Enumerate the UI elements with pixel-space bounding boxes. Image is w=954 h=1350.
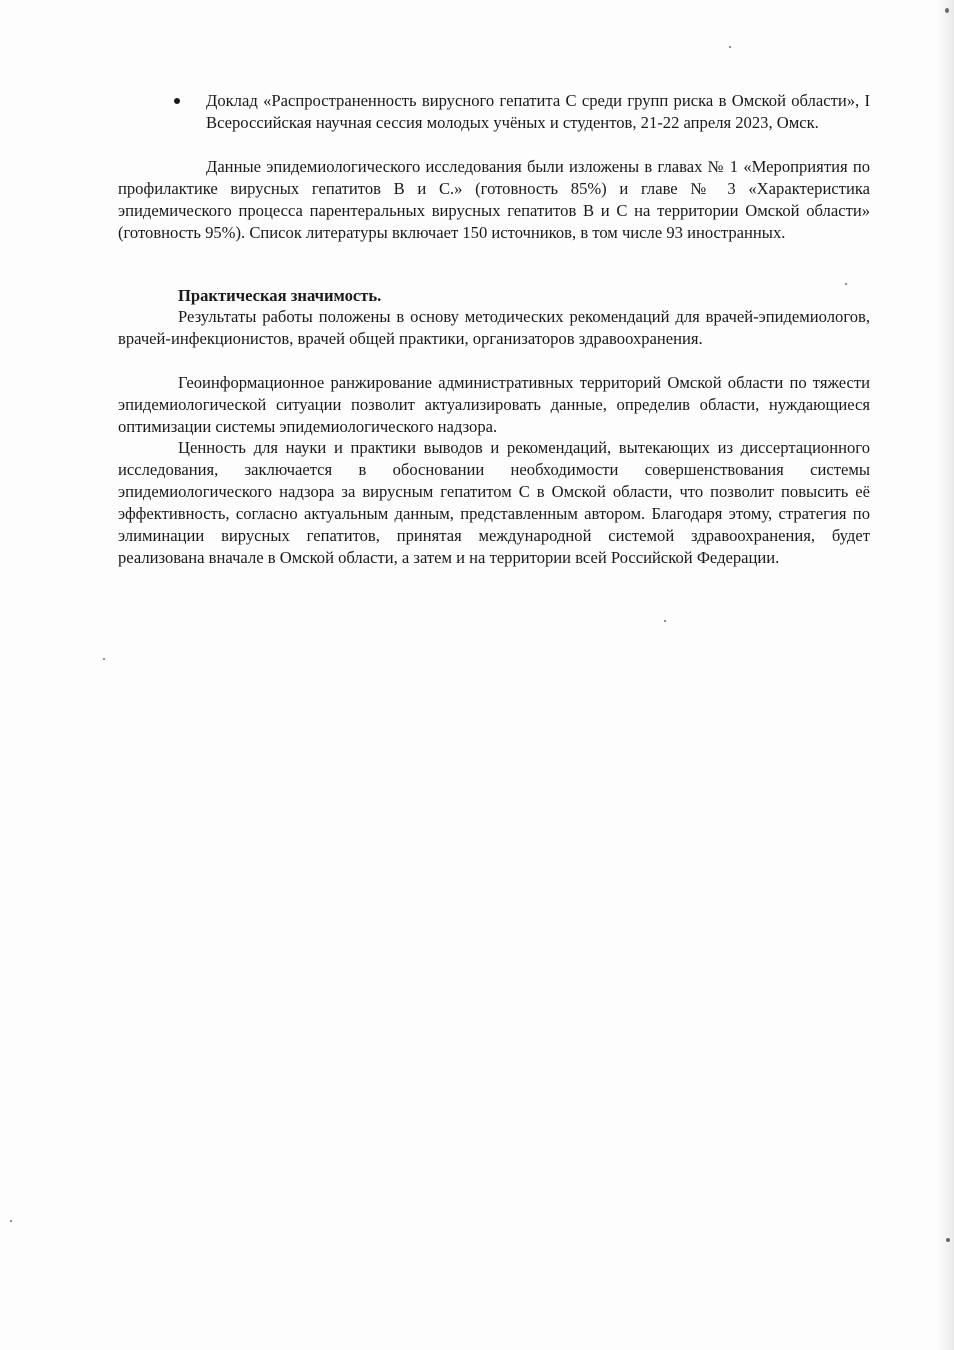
scan-speck [10,1220,12,1222]
paragraph-geoinformation: Геоинформационное ранжирование административных территорий Омской области по тяжести эпидемиологической ситуации позволит актуализировать данные, определив области, нуждающиеся оптимизации системы эпидемиологического надзора. [118,373,870,436]
paragraph-scientific-value: Ценность для науки и практики выводов и рекомендаций, вытекающих из диссертационного исследования, заключается в обосновании необходимости совершенствования системы эпидемиологического надзора за вирусным гепатитом С в Омской области, что позволит повысить её эффективность, согласно актуальным данным, представленным автором. Благодаря этому, стратегия по элиминации вирусных гепатитов, принятая международной системой здравоохранения, будет реализована вначале в Омской области, а затем и на территории всей Российской Федерации. [118,438,870,567]
scan-speck [664,620,666,622]
page-edge-shadow [934,0,954,1350]
scan-speck [103,658,105,660]
section-heading: Практическая значимость. [178,286,382,305]
bullet-list-item [180,90,870,134]
bullet-report-text: Доклад «Распространенность вирусного гепатита С среди групп риска в Омской области», I Всероссийская научная сессия молодых учёных и студентов, 21-22 апреля 2023, Омск. [206,91,870,132]
scan-speck [845,283,847,285]
scan-speck [946,1238,950,1242]
paragraph-results: Результаты работы положены в основу методических рекомендаций для врачей-эпидемиологов, врачей-инфекционистов, врачей общей практики, организаторов здравоохранения. [118,307,870,348]
scan-speck [729,46,731,48]
paragraph-research-data: Данные эпидемиологического исследования были изложены в главах № 1 «Мероприятия по профилактике вирусных гепатитов В и С.» (готовность 85%) и главе № 3 «Характеристика эпидемического процесса парентеральных вирусных гепатитов В и С на территории Омской области» (готовность 95%). Список литературы включает 150 источников, в том числе 93 иностранных. [118,157,870,242]
scan-speck [945,8,949,13]
bullet-dot-icon [174,98,180,104]
